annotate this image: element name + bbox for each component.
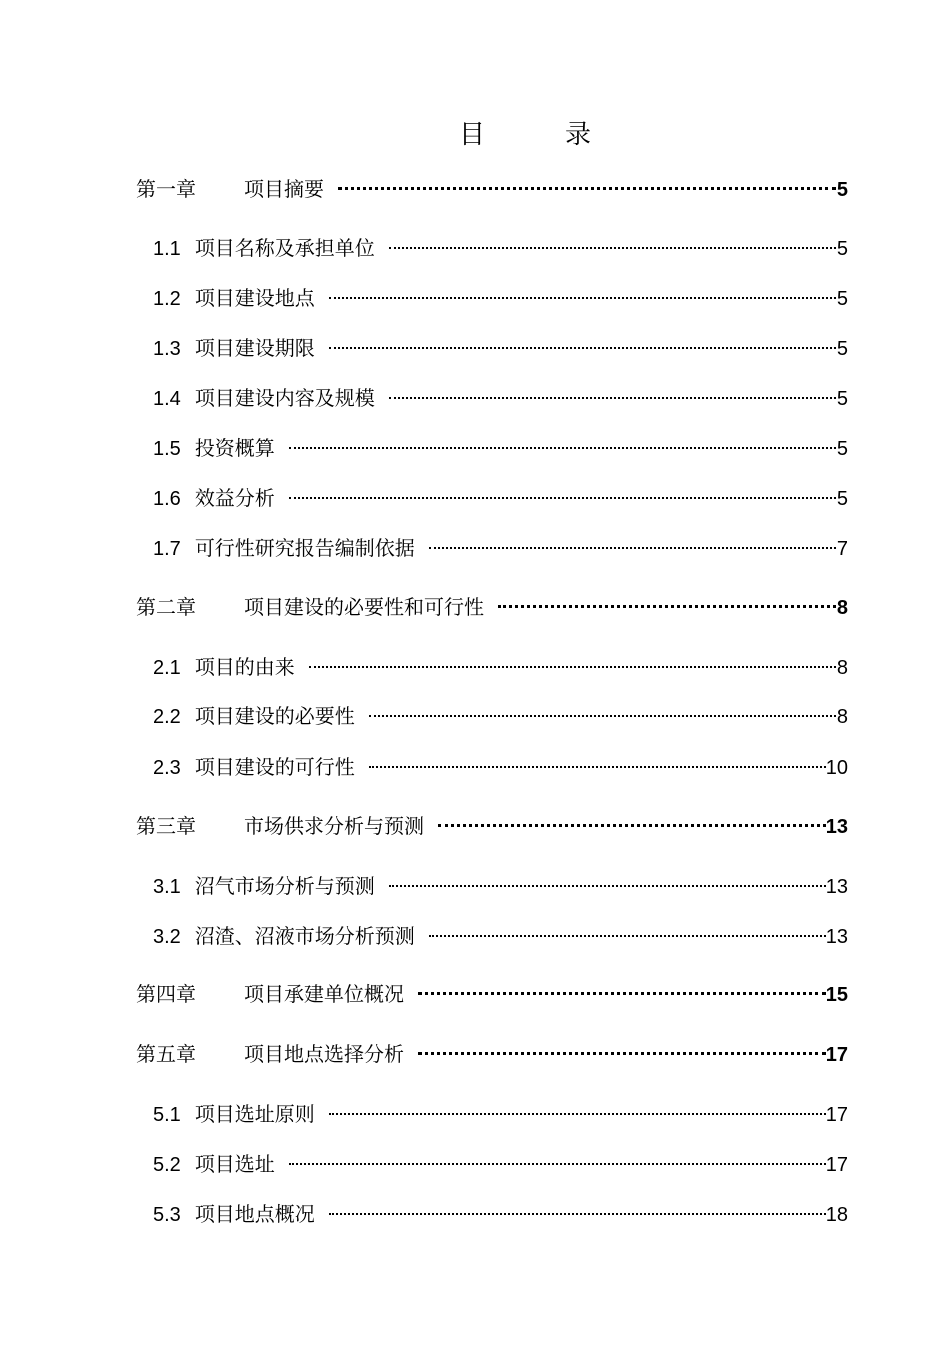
toc-section-entry[interactable] bbox=[153, 1100, 848, 1128]
toc-dot-leader bbox=[309, 666, 836, 668]
toc-entry-label: 项目建设内容及规模 bbox=[194, 386, 375, 410]
toc-dot-leader bbox=[329, 347, 836, 349]
toc-entry-number: 1.5 bbox=[153, 438, 181, 460]
toc-dot-leader bbox=[289, 497, 836, 499]
toc-entry-page-number: 17 bbox=[825, 1044, 848, 1066]
toc-entry-number: 3.1 bbox=[153, 876, 181, 898]
toc-entry-page-number: 5 bbox=[836, 488, 848, 510]
toc-entry-label: 投资概算 bbox=[194, 436, 275, 460]
toc-entry-number: 1.3 bbox=[153, 338, 181, 360]
toc-entry-page-number: 15 bbox=[825, 984, 848, 1006]
toc-title-char-1: 目 bbox=[458, 120, 485, 150]
toc-chapter-entry[interactable] bbox=[136, 980, 848, 1008]
toc-entry-number: 2.1 bbox=[153, 657, 181, 679]
toc-section-entry[interactable] bbox=[153, 334, 848, 362]
toc-section-entry[interactable] bbox=[153, 922, 848, 950]
toc-entry-label: 项目的由来 bbox=[194, 655, 295, 679]
toc-entry-number: 1.7 bbox=[153, 538, 181, 560]
toc-entry-number: 第一章 bbox=[136, 177, 196, 201]
toc-entry-number: 1.2 bbox=[153, 288, 181, 310]
toc-entry-number: 1.6 bbox=[153, 488, 181, 510]
toc-entry-number: 3.2 bbox=[153, 926, 181, 948]
toc-entry-label: 沼气市场分析与预测 bbox=[194, 874, 375, 898]
toc-entry-page-number: 8 bbox=[836, 706, 848, 728]
toc-entry-label: 项目建设的必要性和可行性 bbox=[244, 595, 484, 619]
toc-entry-page-number: 8 bbox=[836, 657, 848, 679]
toc-chapter-entry[interactable] bbox=[136, 1040, 848, 1068]
toc-dot-leader bbox=[329, 1113, 826, 1115]
toc-title-char-2: 录 bbox=[565, 120, 592, 150]
toc-section-entry[interactable] bbox=[153, 384, 848, 412]
toc-entry-page-number: 10 bbox=[825, 757, 848, 779]
toc-dot-leader bbox=[418, 992, 826, 995]
toc-entry-page-number: 17 bbox=[825, 1154, 848, 1176]
toc-entry-label: 效益分析 bbox=[194, 486, 275, 510]
toc-dot-leader bbox=[289, 447, 836, 449]
toc-dot-leader bbox=[389, 247, 836, 249]
toc-entry-label: 项目建设的必要性 bbox=[194, 704, 355, 728]
toc-entry-page-number: 5 bbox=[836, 179, 848, 201]
toc-entry-page-number: 5 bbox=[836, 388, 848, 410]
toc-entry-label: 项目选址 bbox=[194, 1152, 275, 1176]
toc-entry-number: 第五章 bbox=[136, 1042, 196, 1066]
toc-entry-label: 项目地点选择分析 bbox=[244, 1042, 404, 1066]
toc-section-entry[interactable] bbox=[153, 284, 848, 312]
toc-entry-page-number: 5 bbox=[836, 238, 848, 260]
toc-entry-page-number: 7 bbox=[836, 538, 848, 560]
toc-entry-label: 可行性研究报告编制依据 bbox=[194, 536, 415, 560]
toc-entry-number: 2.2 bbox=[153, 706, 181, 728]
toc-dot-leader bbox=[389, 885, 826, 887]
toc-entry-number: 第三章 bbox=[136, 814, 196, 838]
toc-dot-leader bbox=[289, 1163, 826, 1165]
toc-entry-number: 5.1 bbox=[153, 1104, 181, 1126]
toc-section-entry[interactable] bbox=[153, 753, 848, 781]
toc-entry-page-number: 13 bbox=[825, 926, 848, 948]
toc-section-entry[interactable] bbox=[153, 702, 848, 730]
toc-section-entry[interactable] bbox=[153, 234, 848, 262]
toc-entry-number: 5.2 bbox=[153, 1154, 181, 1176]
toc-entry-label: 项目承建单位概况 bbox=[244, 982, 404, 1006]
toc-dot-leader bbox=[389, 397, 836, 399]
toc-dot-leader bbox=[498, 605, 836, 608]
toc-entry-label: 项目名称及承担单位 bbox=[194, 236, 375, 260]
toc-entry-number: 第四章 bbox=[136, 982, 196, 1006]
toc-chapter-entry[interactable] bbox=[136, 812, 848, 840]
toc-dot-leader bbox=[369, 766, 826, 768]
toc-section-entry[interactable] bbox=[153, 434, 848, 462]
toc-entry-page-number: 17 bbox=[825, 1104, 848, 1126]
toc-entry-page-number: 13 bbox=[825, 876, 848, 898]
toc-entry-label: 项目地点概况 bbox=[194, 1202, 315, 1226]
toc-section-entry[interactable] bbox=[153, 534, 848, 562]
toc-entry-page-number: 5 bbox=[836, 438, 848, 460]
toc-section-entry[interactable] bbox=[153, 653, 848, 681]
toc-chapter-entry[interactable] bbox=[136, 175, 848, 203]
toc-chapter-entry[interactable] bbox=[136, 593, 848, 621]
toc-dot-leader bbox=[329, 297, 836, 299]
toc-entry-page-number: 5 bbox=[836, 288, 848, 310]
toc-entry-label: 项目建设地点 bbox=[194, 286, 315, 310]
toc-entry-label: 市场供求分析与预测 bbox=[244, 814, 424, 838]
toc-dot-leader bbox=[429, 547, 836, 549]
toc-entry-number: 5.3 bbox=[153, 1204, 181, 1226]
toc-entry-number: 第二章 bbox=[136, 595, 196, 619]
toc-entry-number: 1.1 bbox=[153, 238, 181, 260]
toc-dot-leader bbox=[418, 1052, 826, 1055]
toc-entry-page-number: 13 bbox=[825, 816, 848, 838]
toc-dot-leader bbox=[369, 715, 836, 717]
toc-entry-label: 沼渣、沼液市场分析预测 bbox=[194, 924, 415, 948]
toc-section-entry[interactable] bbox=[153, 484, 848, 512]
toc-entry-number: 1.4 bbox=[153, 388, 181, 410]
toc-entry-label: 项目选址原则 bbox=[194, 1102, 315, 1126]
toc-dot-leader bbox=[329, 1213, 826, 1215]
toc-entry-page-number: 18 bbox=[825, 1204, 848, 1226]
toc-entry-label: 项目摘要 bbox=[244, 177, 324, 201]
toc-section-entry[interactable] bbox=[153, 1200, 848, 1228]
toc-dot-leader bbox=[338, 187, 836, 190]
toc-dot-leader bbox=[438, 824, 826, 827]
toc-dot-leader bbox=[429, 935, 826, 937]
toc-entry-label: 项目建设期限 bbox=[194, 336, 315, 360]
toc-section-entry[interactable] bbox=[153, 1150, 848, 1178]
toc-section-entry[interactable] bbox=[153, 872, 848, 900]
toc-entry-label: 项目建设的可行性 bbox=[194, 755, 355, 779]
toc-entry-page-number: 5 bbox=[836, 338, 848, 360]
toc-entry-number: 2.3 bbox=[153, 757, 181, 779]
toc-entry-page-number: 8 bbox=[836, 597, 848, 619]
